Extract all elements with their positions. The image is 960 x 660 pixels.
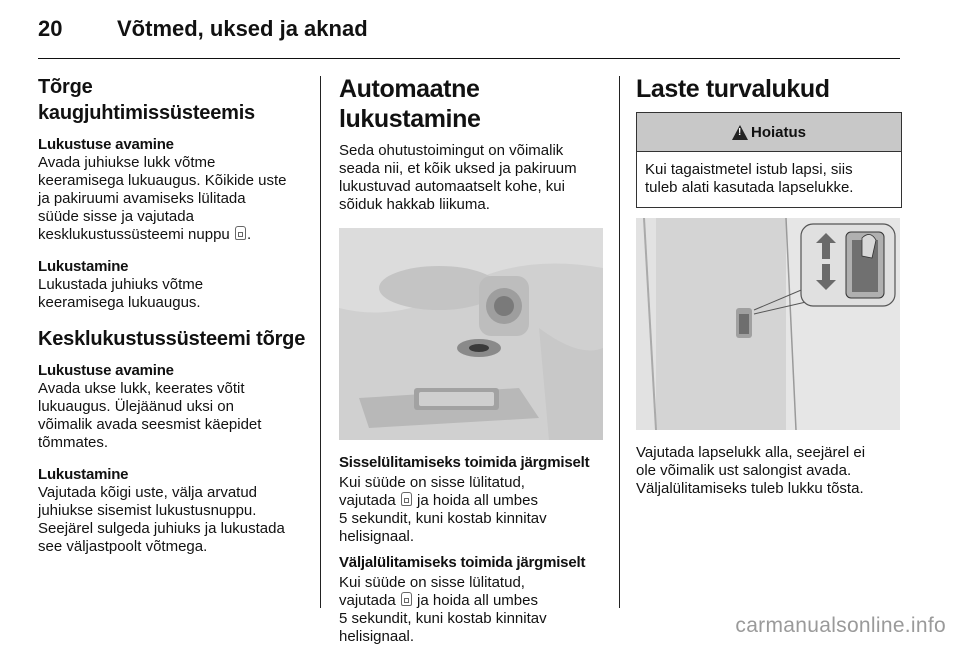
lock-button-icon (401, 492, 412, 506)
section-heading-child-locks: Laste turvalukud (636, 75, 830, 103)
unlock-text: Avada juhiukse lukk võtme keeramisega lukuaugus. Kõikide uste ja pakiruumi avamiseks lülitada süüde sisse ja vajutada kesklukustussüsteemi nuppu . (38, 154, 287, 243)
central-unlock-text: Avada ukse lukk, keerates võtit lukuaugus. Ülejäänud uksi on võimalik avada seesmist käepidet tõmmates. (38, 380, 262, 451)
warning-text: Kui tagaistmetel istub lapsi, siis tuleb alati kasutada lapselukke. (645, 161, 854, 196)
lock-text: Lukustada juhiuks võtme keeramisega lukuaugus. (38, 276, 204, 311)
section-heading-central-failure: Kesklukustussüsteemi tõrge (38, 328, 306, 350)
warning-triangle-icon (732, 125, 748, 140)
warning-header (637, 113, 901, 152)
deactivate-text: Kui süüde on sisse lülitatud, vajutada ja hoida all umbes 5 sekundit, kuni kostab kinnitav helisignaal. (339, 574, 547, 645)
page-number: 20 (38, 16, 63, 41)
subheading-central-unlock: Lukustuse avamine (38, 362, 174, 379)
section-heading-automatic-locking: Automaatne lukustamine (339, 75, 481, 133)
central-lock-button-icon (235, 226, 246, 240)
overhead-console-illustration (339, 228, 603, 440)
watermark: carmanualsonline.info (735, 614, 946, 637)
warning-title: Hoiatus (750, 123, 806, 141)
subheading-deactivate: Väljalülitamiseks toimida järgmiselt (339, 554, 586, 571)
subheading-activate: Sisselülitamiseks toimida järgmiselt (339, 454, 590, 471)
column-divider-2 (619, 76, 620, 608)
child-lock-text: Vajutada lapselukk alla, seejärel ei ole võimalik ust salongist avada. Väljalülitamiseks tuleb lukku tõsta. (636, 444, 866, 497)
section-heading-remote-failure: Tõrge kaugjuhtimissüsteemis (38, 76, 255, 124)
warning-box (636, 112, 902, 208)
activate-text: Kui süüde on sisse lülitatud, vajutada ja hoida all umbes 5 sekundit, kuni kostab kinnitav helisignaal. (339, 474, 547, 545)
column-remote-failure (38, 72, 308, 570)
header-divider (38, 58, 900, 59)
column-child-locks (636, 72, 902, 512)
central-lock-text: Vajutada kõigi uste, välja arvatud juhiukse sisemist lukustusnuppu. Seejärel sulgeda juhiuks ja lukustada see väljastpoolt võtmega. (38, 484, 285, 555)
column-divider-1 (320, 76, 321, 608)
child-lock-illustration (636, 218, 900, 430)
subheading-central-lock: Lukustamine (38, 466, 129, 483)
automatic-locking-intro: Seda ohutustoimingut on võimalik seada nii, et kõik uksed ja pakiruum lukustuvad automaatselt kohe, kui sõiduk hakkab liikuma. (339, 142, 577, 213)
subheading-unlock: Lukustuse avamine (38, 136, 174, 153)
subheading-lock: Lukustamine (38, 258, 129, 275)
column-automatic-locking (339, 72, 605, 660)
chapter-title: Võtmed, uksed ja aknad (117, 16, 368, 41)
lock-button-icon (401, 592, 412, 606)
